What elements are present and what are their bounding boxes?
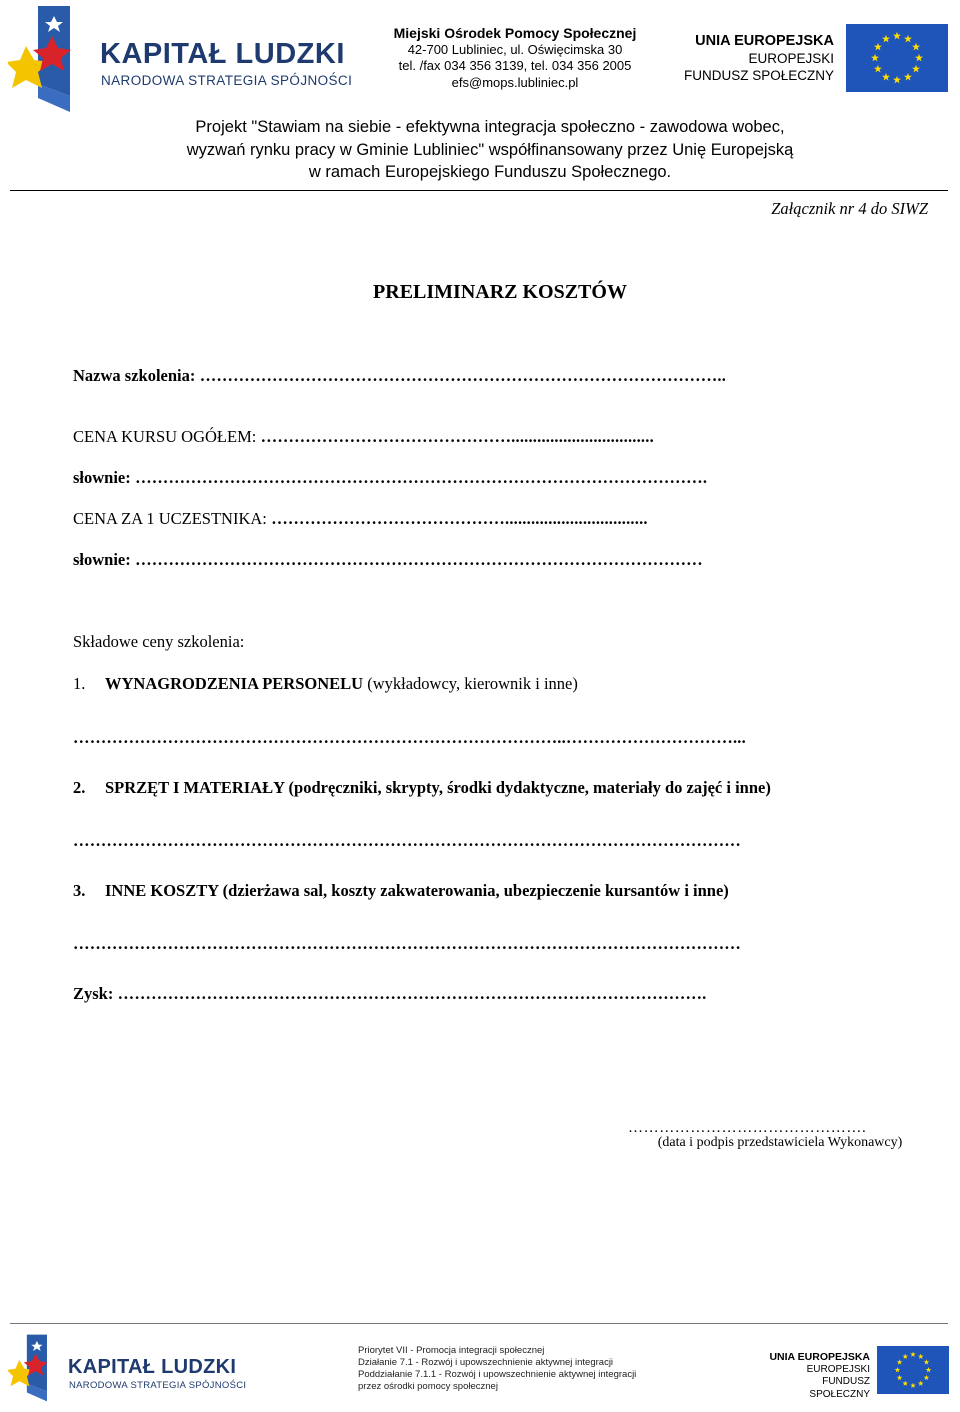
field-label: słownie: bbox=[73, 468, 131, 487]
eu-line-1: UNIA EUROPEJSKA bbox=[769, 1351, 870, 1363]
header-divider bbox=[10, 190, 948, 191]
priority-line: Działanie 7.1 - Rozwój i upowszechnienie aktywnej integracji bbox=[358, 1357, 614, 1368]
components-heading: Składowe ceny szkolenia: bbox=[73, 632, 245, 651]
cost-item-other-field[interactable] bbox=[73, 934, 928, 954]
field-dots: ………………………………………................................. bbox=[256, 427, 654, 446]
eu-line-3: FUNDUSZ SPOŁECZNY bbox=[683, 68, 834, 83]
priority-line: Poddziałanie 7.1.1 - Rozwój i upowszechnienie aktywnej integracji bbox=[358, 1369, 637, 1380]
item-number: 2. bbox=[73, 778, 86, 797]
footer-kapital-ludzki-subtitle: NARODOWA STRATEGIA SPÓJNOŚCI bbox=[69, 1380, 247, 1391]
project-line: Projekt "Stawiam na siebie - efektywna integracja społeczno - zawodowa wobec, bbox=[195, 118, 785, 136]
annex-label: Załącznik nr 4 do SIWZ bbox=[771, 199, 928, 218]
eu-flag-icon bbox=[846, 24, 948, 92]
footer-eu-fund-text bbox=[760, 1351, 870, 1401]
field-label: Nazwa szkolenia: bbox=[73, 366, 196, 385]
eu-line-2: EUROPEJSKI bbox=[748, 51, 834, 66]
field-label: Zysk: bbox=[73, 984, 114, 1003]
kapital-ludzki-subtitle: NARODOWA STRATEGIA SPÓJNOŚCI bbox=[101, 73, 353, 88]
institution-address: 42-700 Lubliniec, ul. Oświęcimska 30 bbox=[407, 41, 623, 57]
priority-line: Priorytet VII - Promocja integracji społecznej bbox=[358, 1345, 545, 1356]
field-dots: ……………………………………………………………………………………………. bbox=[113, 984, 707, 1003]
cost-item-staff-field[interactable] bbox=[73, 728, 928, 748]
field-dots: ………………………………………………………………………………………………………… bbox=[73, 934, 741, 953]
cost-item-materials bbox=[73, 778, 771, 798]
cost-item-staff bbox=[73, 674, 578, 694]
project-line: w ramach Europejskiego Funduszu Społecznego. bbox=[308, 163, 672, 181]
field-dots: ……………………………………................................. bbox=[266, 509, 648, 528]
kapital-ludzki-logo-small-icon bbox=[8, 1332, 52, 1404]
eu-line-2: EUROPEJSKI bbox=[806, 1363, 870, 1375]
footer-kapital-ludzki-title: KAPITAŁ LUDZKI bbox=[68, 1356, 237, 1378]
signature-line[interactable]: ………………………………………. bbox=[628, 1120, 867, 1136]
item-detail: (podręczniki, skrypty, środki dydaktyczne, materiały do zajęć i inne) bbox=[284, 778, 771, 797]
eu-line-3: FUNDUSZ SPOŁECZNY bbox=[809, 1376, 870, 1400]
item-detail: (wykładowcy, kierownik i inne) bbox=[363, 674, 578, 693]
institution-block bbox=[370, 25, 660, 91]
field-total-price-words[interactable] bbox=[73, 468, 928, 488]
eu-line-1: UNIA EUROPEJSKA bbox=[695, 33, 834, 49]
item-detail: (dzierżawa sal, koszty zakwaterowania, ubezpieczenie kursantów i inne) bbox=[218, 881, 729, 900]
priority-line: przez ośrodki pomocy społecznej bbox=[358, 1381, 498, 1392]
kapital-ludzki-logo-icon bbox=[8, 6, 78, 112]
kapital-ludzki-title: KAPITAŁ LUDZKI bbox=[100, 38, 345, 70]
field-dots: ………………………………………………………………………………….. bbox=[195, 366, 727, 385]
document-title: PRELIMINARZ KOSZTÓW bbox=[373, 281, 627, 303]
institution-phone: tel. /fax 034 356 3139, tel. 034 356 2005 bbox=[398, 58, 632, 73]
field-training-name[interactable] bbox=[73, 366, 928, 386]
project-description bbox=[120, 116, 860, 184]
item-number: 1. bbox=[73, 674, 86, 693]
field-price-per-participant[interactable] bbox=[73, 509, 928, 529]
field-price-per-participant-words[interactable] bbox=[73, 550, 928, 570]
field-label: CENA ZA 1 UCZESTNIKA: bbox=[73, 509, 267, 528]
field-dots: ………………………………………………………………………………………… bbox=[130, 550, 703, 569]
field-profit[interactable] bbox=[73, 984, 928, 1004]
priority-block bbox=[358, 1345, 636, 1393]
field-label: CENA KURSU OGÓŁEM: bbox=[73, 427, 257, 446]
field-dots: ……………………………………………………………………………..…………………………... bbox=[73, 728, 746, 747]
cost-item-other bbox=[73, 881, 729, 901]
field-dots: ………………………………………………………………………………………………………… bbox=[73, 831, 741, 850]
cost-item-materials-field[interactable] bbox=[73, 831, 928, 851]
institution-name: Miejski Ośrodek Pomocy Społecznej bbox=[393, 25, 637, 41]
field-label: słownie: bbox=[73, 550, 131, 569]
eu-fund-text bbox=[680, 33, 834, 84]
footer-eu-flag-icon bbox=[877, 1346, 949, 1394]
project-line: wyzwań rynku pracy w Gminie Lubliniec" współfinansowany przez Unię Europejską bbox=[186, 140, 794, 159]
signature-label: (data i podpis przedstawiciela Wykonawcy) bbox=[657, 1135, 903, 1150]
item-number: 3. bbox=[73, 881, 86, 900]
field-dots: …………………………………………………………………………………………. bbox=[130, 468, 708, 487]
item-title: INNE KOSZTY bbox=[105, 881, 219, 900]
field-total-price[interactable] bbox=[73, 427, 928, 447]
institution-email: efs@mops.lubliniec.pl bbox=[451, 74, 579, 90]
item-title: WYNAGRODZENIA PERSONELU bbox=[105, 674, 364, 693]
footer-divider bbox=[10, 1323, 948, 1324]
item-title: SPRZĘT I MATERIAŁY bbox=[105, 778, 285, 797]
